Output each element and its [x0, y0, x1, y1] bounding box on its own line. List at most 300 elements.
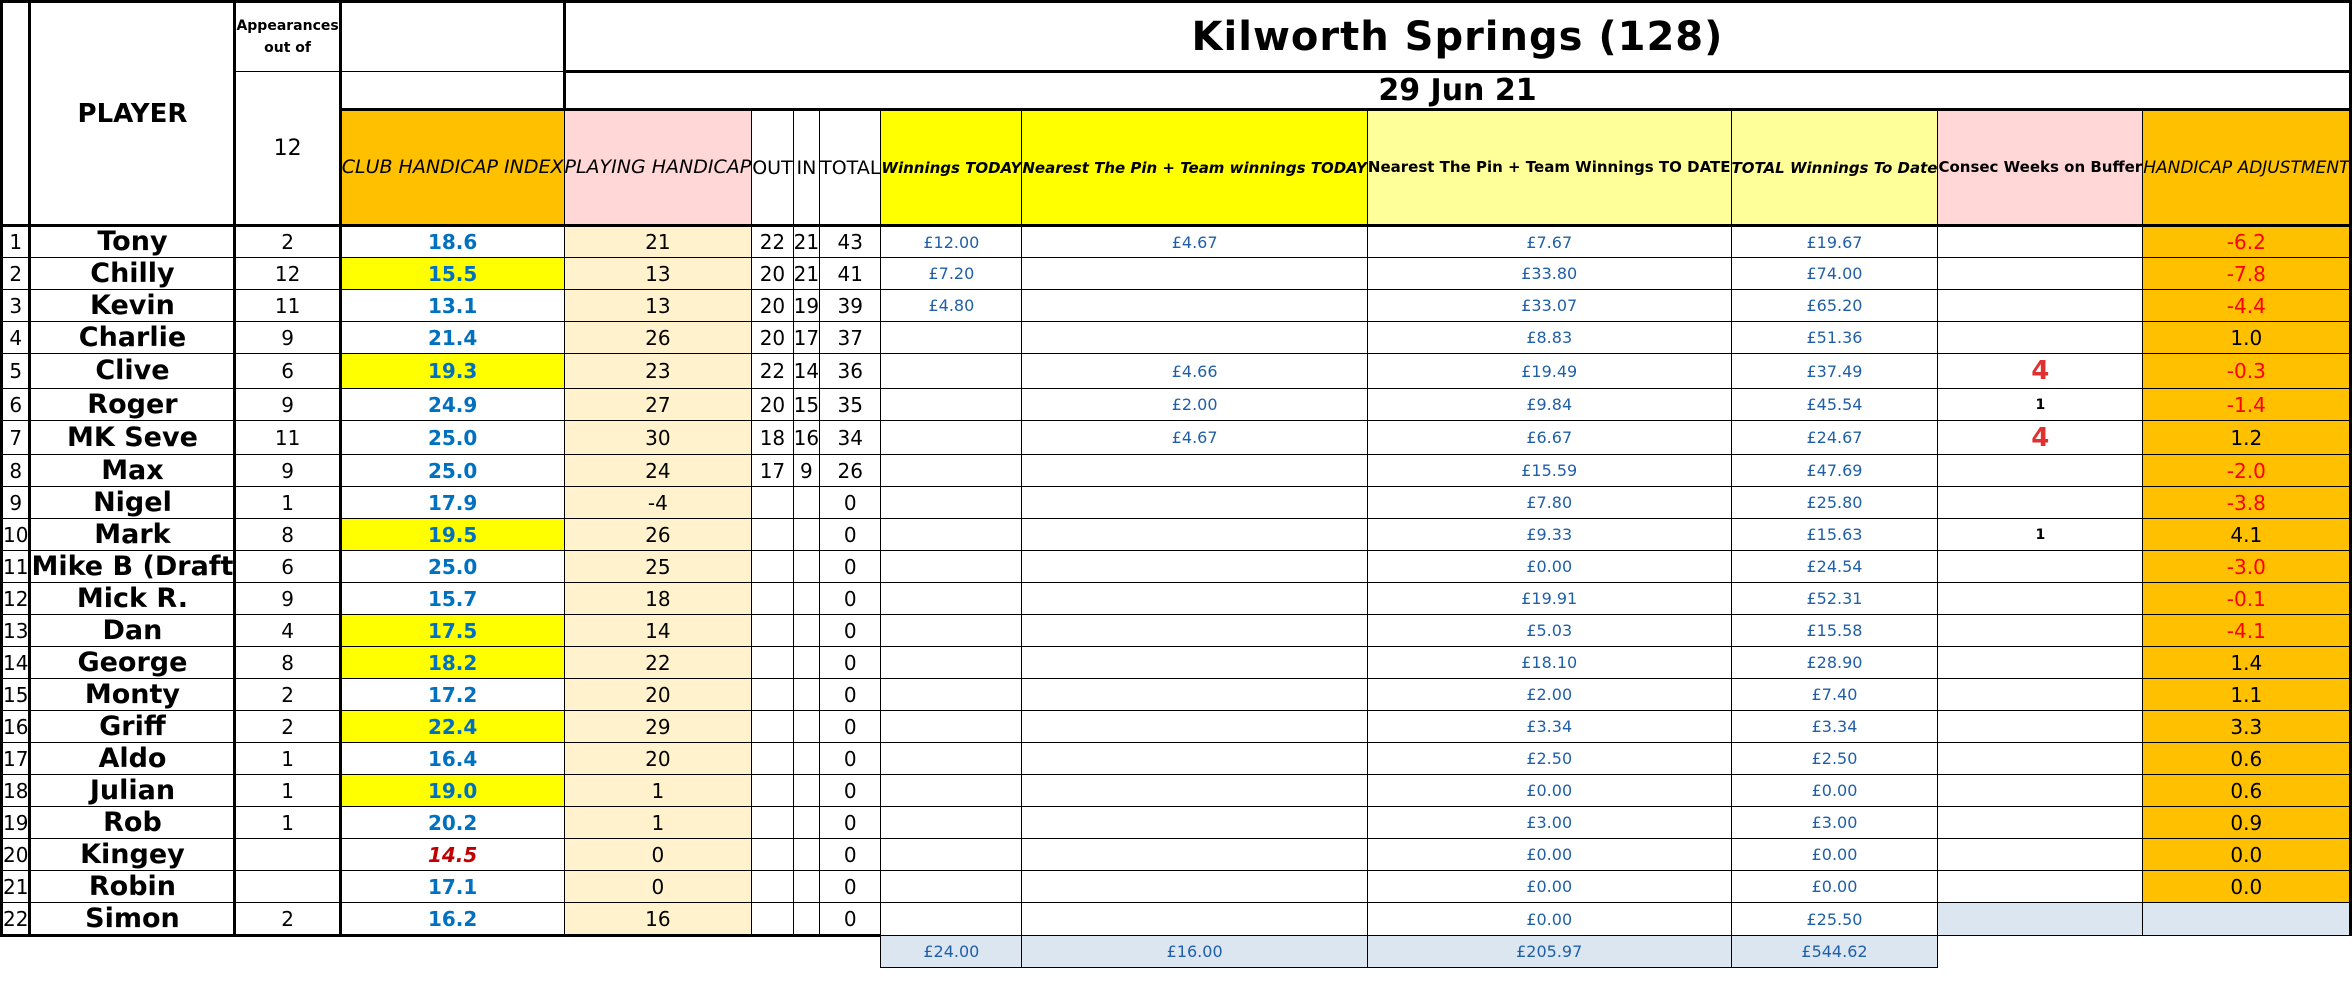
- club-handicap-index: 19.0: [340, 775, 564, 807]
- ntp-team-to-date: £7.67: [1367, 226, 1731, 258]
- table-row: [2, 743, 2351, 775]
- winnings-today: [881, 487, 1022, 519]
- table-row: [2, 807, 2351, 839]
- appearances: 9: [235, 389, 340, 421]
- handicap-adjustment: 1.4: [2143, 647, 2351, 679]
- round-date: 29 Jun 21: [564, 72, 2351, 110]
- appearances: 1: [235, 743, 340, 775]
- playing-handicap: 20: [564, 679, 752, 711]
- row-number: 5: [2, 354, 30, 389]
- total-winnings-to-date: £19.67: [1731, 226, 1938, 258]
- ntp-team-today: [1022, 647, 1368, 679]
- row-number: 20: [2, 839, 30, 871]
- playing-handicap: 21: [564, 226, 752, 258]
- empty-cell: [235, 936, 340, 968]
- playing-handicap: 25: [564, 551, 752, 583]
- total-score: 37: [820, 322, 881, 354]
- handicap-adjustment: 0.6: [2143, 743, 2351, 775]
- player-name: George: [30, 647, 235, 679]
- handicap-adjustment: [2143, 903, 2351, 936]
- total-winnings-to-date: £24.67: [1731, 421, 1938, 455]
- row-number: 1: [2, 226, 30, 258]
- out-score: 20: [752, 290, 793, 322]
- out-score: [752, 775, 793, 807]
- winnings-today: [881, 519, 1022, 551]
- empty-cell: [2, 936, 30, 968]
- table-row: [2, 389, 2351, 421]
- out-score: 22: [752, 354, 793, 389]
- total-score: 0: [820, 551, 881, 583]
- winnings-today: [881, 421, 1022, 455]
- total-score: 0: [820, 807, 881, 839]
- out-score: 20: [752, 258, 793, 290]
- ntp-team-today: £4.67: [1022, 226, 1368, 258]
- total-score: 0: [820, 839, 881, 871]
- winnings-today: [881, 647, 1022, 679]
- appearances: 2: [235, 711, 340, 743]
- in-score: 19: [793, 290, 819, 322]
- appearances-label-1: Appearances: [236, 18, 339, 34]
- appearances: 6: [235, 551, 340, 583]
- appearances-header: [235, 2, 340, 72]
- total-score: 0: [820, 583, 881, 615]
- ntp-team-to-date: £33.07: [1367, 290, 1731, 322]
- ntp-team-today: [1022, 743, 1368, 775]
- row-number: 10: [2, 519, 30, 551]
- playing-handicap: 24: [564, 455, 752, 487]
- corner-cell: [2, 2, 30, 226]
- winnings-today: [881, 711, 1022, 743]
- row-number: 2: [2, 258, 30, 290]
- empty-cell: [820, 936, 881, 968]
- handicap-adjustment: -7.8: [2143, 258, 2351, 290]
- playing-handicap: 13: [564, 258, 752, 290]
- out-header: OUT: [752, 110, 793, 226]
- club-handicap-index: 15.7: [340, 583, 564, 615]
- player-name: MK Seve: [30, 421, 235, 455]
- winnings-today: [881, 839, 1022, 871]
- total-score: 0: [820, 679, 881, 711]
- playing-handicap: 29: [564, 711, 752, 743]
- empty-cell: [2143, 936, 2351, 968]
- player-name: Aldo: [30, 743, 235, 775]
- consec-weeks-buffer: 4: [1938, 354, 2143, 389]
- table-row: [2, 647, 2351, 679]
- consec-weeks-buffer: [1938, 839, 2143, 871]
- appearances: 1: [235, 807, 340, 839]
- in-score: 15: [793, 389, 819, 421]
- page-title: Kilworth Springs (128): [564, 2, 2351, 72]
- handicap-adjustment: 1.1: [2143, 679, 2351, 711]
- out-score: 22: [752, 226, 793, 258]
- handicap-adjustment: 1.2: [2143, 421, 2351, 455]
- table-row: [2, 258, 2351, 290]
- table-row: [2, 711, 2351, 743]
- total-score: 26: [820, 455, 881, 487]
- consec-weeks-buffer: [1938, 583, 2143, 615]
- ntp-team-today: [1022, 551, 1368, 583]
- empty-cell: [752, 936, 793, 968]
- player-name: Kevin: [30, 290, 235, 322]
- in-score: 21: [793, 226, 819, 258]
- consec-weeks-buffer: [1938, 322, 2143, 354]
- ntp-team-to-date: £2.50: [1367, 743, 1731, 775]
- club-handicap-index: 14.5: [340, 839, 564, 871]
- winnings-today: [881, 807, 1022, 839]
- appearances: 1: [235, 487, 340, 519]
- playing-handicap: 14: [564, 615, 752, 647]
- ntp-team-today: £4.66: [1022, 354, 1368, 389]
- handicap-adjustment: -3.0: [2143, 551, 2351, 583]
- appearances: 2: [235, 679, 340, 711]
- row-number: 11: [2, 551, 30, 583]
- in-score: [793, 903, 819, 936]
- in-score: [793, 679, 819, 711]
- club-handicap-index: 25.0: [340, 455, 564, 487]
- appearances: 2: [235, 903, 340, 936]
- ntp-team-to-date: £15.59: [1367, 455, 1731, 487]
- ntp-team-to-date: £18.10: [1367, 647, 1731, 679]
- appearances: [235, 871, 340, 903]
- club-handicap-index: 19.5: [340, 519, 564, 551]
- total-winnings-to-date: £74.00: [1731, 258, 1938, 290]
- club-handicap-index: 18.2: [340, 647, 564, 679]
- total-score: 39: [820, 290, 881, 322]
- in-score: 14: [793, 354, 819, 389]
- table-row: [2, 903, 2351, 936]
- ntp-team-today: £4.67: [1022, 421, 1368, 455]
- player-name: Mick R.: [30, 583, 235, 615]
- empty-cell: [340, 936, 564, 968]
- club-handicap-index: 19.3: [340, 354, 564, 389]
- table-row: [2, 290, 2351, 322]
- total-score: 0: [820, 519, 881, 551]
- table-row: [2, 871, 2351, 903]
- consec-weeks-buffer: [1938, 679, 2143, 711]
- club-handicap-index: 21.4: [340, 322, 564, 354]
- row-number: 19: [2, 807, 30, 839]
- consec-weeks-buffer: 1: [1938, 519, 2143, 551]
- ntp-team-to-date: £6.67: [1367, 421, 1731, 455]
- club-handicap-index: 25.0: [340, 421, 564, 455]
- consec-weeks-buffer: [1938, 615, 2143, 647]
- handicap-adjustment: 0.6: [2143, 775, 2351, 807]
- ntp-team-to-date: £9.33: [1367, 519, 1731, 551]
- empty-cell: [564, 936, 752, 968]
- winnings-today: [881, 389, 1022, 421]
- out-score: [752, 807, 793, 839]
- consec-weeks-buffer: [1938, 647, 2143, 679]
- appearances: 9: [235, 322, 340, 354]
- club-handicap-index: 18.6: [340, 226, 564, 258]
- row-number: 15: [2, 679, 30, 711]
- table-row: [2, 487, 2351, 519]
- row-number: 8: [2, 455, 30, 487]
- row-number: 18: [2, 775, 30, 807]
- player-name: Nigel: [30, 487, 235, 519]
- total-winnings-to-date: £47.69: [1731, 455, 1938, 487]
- total-winnings-to-date: £24.54: [1731, 551, 1938, 583]
- playing-handicap: 0: [564, 839, 752, 871]
- in-header: IN: [793, 110, 819, 226]
- in-score: [793, 551, 819, 583]
- total-winnings-to-date: £7.40: [1731, 679, 1938, 711]
- handicap-adjustment: 0.0: [2143, 839, 2351, 871]
- ntp-team-to-date: £33.80: [1367, 258, 1731, 290]
- in-score: [793, 839, 819, 871]
- winnings-today: [881, 871, 1022, 903]
- total-ntp: £16.00: [1022, 936, 1368, 968]
- ntp-team-to-date: £19.49: [1367, 354, 1731, 389]
- row-number: 17: [2, 743, 30, 775]
- empty-cell: [1938, 936, 2143, 968]
- handicap-adjustment: -0.1: [2143, 583, 2351, 615]
- out-score: [752, 903, 793, 936]
- playing-handicap: -4: [564, 487, 752, 519]
- ntp-team-today: [1022, 711, 1368, 743]
- ntp-team-to-date: £9.84: [1367, 389, 1731, 421]
- consec-weeks-buffer: [1938, 743, 2143, 775]
- table-row: [2, 775, 2351, 807]
- consec-weeks-buffer: [1938, 807, 2143, 839]
- consec-weeks-buffer: [1938, 551, 2143, 583]
- consec-weeks-buffer: [1938, 903, 2143, 936]
- appearances: 9: [235, 583, 340, 615]
- in-score: 21: [793, 258, 819, 290]
- in-score: 17: [793, 322, 819, 354]
- appearances: 11: [235, 290, 340, 322]
- winnings-today: £12.00: [881, 226, 1022, 258]
- total-win: £24.00: [881, 936, 1022, 968]
- ntp-team-today: [1022, 487, 1368, 519]
- playing-handicap: 13: [564, 290, 752, 322]
- playing-handicap: 23: [564, 354, 752, 389]
- handicap-adjustment: 1.0: [2143, 322, 2351, 354]
- ntp-team-today: [1022, 519, 1368, 551]
- ntp-team-to-date: £0.00: [1367, 551, 1731, 583]
- total-winnings-to-date: £3.34: [1731, 711, 1938, 743]
- player-name: Dan: [30, 615, 235, 647]
- ntp-team-to-date: £19.91: [1367, 583, 1731, 615]
- playing-handicap: 1: [564, 775, 752, 807]
- blank-header-2: [340, 72, 564, 110]
- ntp-team-today: [1022, 903, 1368, 936]
- player-name: Kingey: [30, 839, 235, 871]
- out-score: [752, 743, 793, 775]
- in-score: 9: [793, 455, 819, 487]
- player-name: Charlie: [30, 322, 235, 354]
- winnings-today: [881, 679, 1022, 711]
- total-score: 0: [820, 647, 881, 679]
- club-handicap-index: 17.1: [340, 871, 564, 903]
- in-score: [793, 775, 819, 807]
- appearances: 8: [235, 647, 340, 679]
- total-winnings-to-date-header: TOTAL Winnings To Date: [1731, 110, 1938, 226]
- appearances: 2: [235, 226, 340, 258]
- playing-handicap-header: PLAYING HANDICAP: [564, 110, 752, 226]
- total-winnings-to-date: £2.50: [1731, 743, 1938, 775]
- club-handicap-index: 16.4: [340, 743, 564, 775]
- appearances: 8: [235, 519, 340, 551]
- club-handicap-index: 13.1: [340, 290, 564, 322]
- ntp-team-today: [1022, 679, 1368, 711]
- appearances: 6: [235, 354, 340, 389]
- player-name: Max: [30, 455, 235, 487]
- total-winnings-to-date: £52.31: [1731, 583, 1938, 615]
- ntp-team-today: [1022, 839, 1368, 871]
- appearances: 1: [235, 775, 340, 807]
- appearances: 11: [235, 421, 340, 455]
- in-score: 16: [793, 421, 819, 455]
- ntp-team-today: [1022, 455, 1368, 487]
- table-row: [2, 354, 2351, 389]
- out-score: [752, 679, 793, 711]
- out-score: 17: [752, 455, 793, 487]
- handicap-adjustment: -2.0: [2143, 455, 2351, 487]
- total-score: 41: [820, 258, 881, 290]
- table-row: [2, 226, 2351, 258]
- row-number: 22: [2, 903, 30, 936]
- total-winnings-to-date: £51.36: [1731, 322, 1938, 354]
- playing-handicap: 26: [564, 322, 752, 354]
- consec-weeks-buffer: 1: [1938, 389, 2143, 421]
- club-handicap-index: 17.9: [340, 487, 564, 519]
- empty-cell: [793, 936, 819, 968]
- out-score: [752, 839, 793, 871]
- club-handicap-index-header: CLUB HANDICAP INDEX: [340, 110, 564, 226]
- consec-weeks-buffer: 4: [1938, 421, 2143, 455]
- consec-weeks-buffer: [1938, 871, 2143, 903]
- handicap-adjustment: 0.9: [2143, 807, 2351, 839]
- table-row: [2, 551, 2351, 583]
- row-number: 13: [2, 615, 30, 647]
- consec-weeks-buffer: [1938, 455, 2143, 487]
- playing-handicap: 20: [564, 743, 752, 775]
- ntp-team-today: [1022, 583, 1368, 615]
- total-score: 0: [820, 903, 881, 936]
- table-row: [2, 615, 2351, 647]
- handicap-adjustment: 0.0: [2143, 871, 2351, 903]
- consec-weeks-buffer: [1938, 226, 2143, 258]
- total-score: 0: [820, 743, 881, 775]
- handicap-adjustment: -0.3: [2143, 354, 2351, 389]
- club-handicap-index: 25.0: [340, 551, 564, 583]
- out-score: 20: [752, 322, 793, 354]
- total-winnings-to-date: £3.00: [1731, 807, 1938, 839]
- appearances: 9: [235, 455, 340, 487]
- in-score: [793, 871, 819, 903]
- winnings-today-header: Winnings TODAY: [881, 110, 1022, 226]
- consec-weeks-buffer: [1938, 258, 2143, 290]
- consec-weeks-buffer: [1938, 290, 2143, 322]
- ntp-team-today: [1022, 258, 1368, 290]
- playing-handicap: 16: [564, 903, 752, 936]
- club-handicap-index: 17.5: [340, 615, 564, 647]
- player-name: Chilly: [30, 258, 235, 290]
- table-row: [2, 583, 2351, 615]
- ntp-team-today-header: Nearest The Pin + Team winnings TODAY: [1022, 110, 1368, 226]
- total-score: 0: [820, 775, 881, 807]
- in-score: [793, 711, 819, 743]
- table-row: [2, 679, 2351, 711]
- player-name: Clive: [30, 354, 235, 389]
- total-winnings-to-date: £45.54: [1731, 389, 1938, 421]
- total-score: 0: [820, 487, 881, 519]
- appearances-label-2: out of: [264, 40, 312, 56]
- total-totaldate: £544.62: [1731, 936, 1938, 968]
- totals-row: [2, 936, 2351, 968]
- total-winnings-to-date: £25.80: [1731, 487, 1938, 519]
- total-winnings-to-date: £15.63: [1731, 519, 1938, 551]
- table-row: [2, 519, 2351, 551]
- ntp-team-to-date-header: Nearest The Pin + Team Winnings TO DATE: [1367, 110, 1731, 226]
- handicap-adjustment: -4.4: [2143, 290, 2351, 322]
- consec-weeks-buffer: [1938, 775, 2143, 807]
- ntp-team-to-date: £3.00: [1367, 807, 1731, 839]
- out-score: 20: [752, 389, 793, 421]
- player-name: Roger: [30, 389, 235, 421]
- total-winnings-to-date: £0.00: [1731, 871, 1938, 903]
- ntp-team-to-date: £3.34: [1367, 711, 1731, 743]
- playing-handicap: 18: [564, 583, 752, 615]
- winnings-today: £7.20: [881, 258, 1022, 290]
- ntp-team-today: [1022, 871, 1368, 903]
- appearances: [235, 839, 340, 871]
- total-ntpdate: £205.97: [1367, 936, 1731, 968]
- total-score: 35: [820, 389, 881, 421]
- row-number: 14: [2, 647, 30, 679]
- out-score: [752, 615, 793, 647]
- club-handicap-index: 15.5: [340, 258, 564, 290]
- playing-handicap: 0: [564, 871, 752, 903]
- total-score: 0: [820, 871, 881, 903]
- in-score: [793, 615, 819, 647]
- player-name: Robin: [30, 871, 235, 903]
- handicap-adjustment-header: HANDICAP ADJUSTMENT: [2143, 110, 2351, 226]
- winnings-today: £4.80: [881, 290, 1022, 322]
- row-number: 21: [2, 871, 30, 903]
- in-score: [793, 583, 819, 615]
- total-winnings-to-date: £0.00: [1731, 839, 1938, 871]
- handicap-adjustment: 4.1: [2143, 519, 2351, 551]
- playing-handicap: 1: [564, 807, 752, 839]
- table-row: [2, 839, 2351, 871]
- row-number: 4: [2, 322, 30, 354]
- player-header: PLAYER: [30, 2, 235, 226]
- consec-weeks-buffer-header: Consec Weeks on Buffer: [1938, 110, 2143, 226]
- empty-cell: [30, 936, 235, 968]
- club-handicap-index: 16.2: [340, 903, 564, 936]
- handicap-adjustment: -3.8: [2143, 487, 2351, 519]
- handicap-adjustment: -4.1: [2143, 615, 2351, 647]
- in-score: [793, 743, 819, 775]
- playing-handicap: 30: [564, 421, 752, 455]
- total-winnings-to-date: £15.58: [1731, 615, 1938, 647]
- ntp-team-today: [1022, 807, 1368, 839]
- out-score: [752, 551, 793, 583]
- row-number: 3: [2, 290, 30, 322]
- player-name: Griff: [30, 711, 235, 743]
- player-name: Monty: [30, 679, 235, 711]
- in-score: [793, 807, 819, 839]
- consec-weeks-buffer: [1938, 487, 2143, 519]
- club-handicap-index: 24.9: [340, 389, 564, 421]
- out-score: [752, 711, 793, 743]
- out-score: [752, 647, 793, 679]
- row-number: 6: [2, 389, 30, 421]
- ntp-team-to-date: £7.80: [1367, 487, 1731, 519]
- total-score: 0: [820, 711, 881, 743]
